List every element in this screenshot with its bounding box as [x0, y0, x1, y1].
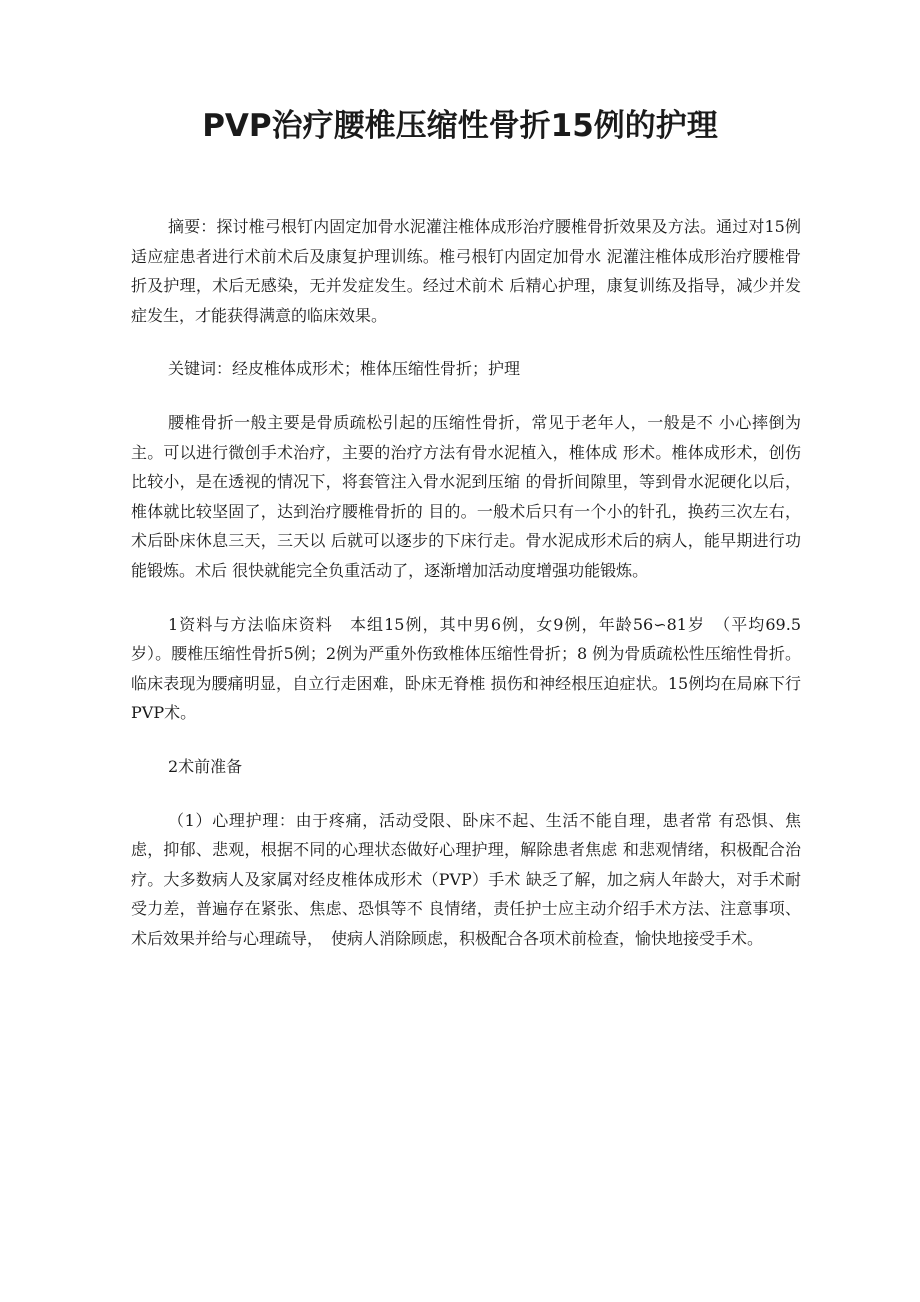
intro-paragraph: 腰椎骨折一般主要是骨质疏松引起的压缩性骨折，常见于老年人，一般是不 小心摔倒为主。可以进行微创手术治疗，主要的治疗方法有骨水泥植入，椎体成 形术。椎体成形术，创伤比较小，是在透视的情况下，将套管注入骨水泥到压缩 的骨折间隙里，等到骨水泥硬化以后，椎体就比较坚固了，达到治疗腰椎骨折的 目的。一般术后只有一个小的针孔，换药三次左右，术后卧床休息三天，三天以 后就可以逐步的下床行走。骨水泥成形术后的病人，能早期进行功能锻炼。术后 很快就能完全负重活动了，逐渐增加活动度增强功能锻炼。	[131, 412, 801, 580]
document-title: PVP治疗腰椎压缩性骨折15例的护理	[202, 108, 718, 144]
psychological-care-paragraph: （1）心理护理：由于疼痛，活动受限、卧床不起、生活不能自理，患者常 有恐惧、焦虑，抑郁、悲观，根据不同的心理状态做好心理护理，解除患者焦虑 和悲观情绪，积极配合治疗。大多数病人及家属对经皮椎体成形术（PVP）手术 缺乏了解，加之病人年龄大，对手术耐受力差，普遍存在紧张、焦虑、恐惧等不 良情绪，责任护士应主动介绍手术方法、注意事项、术后效果并给与心理疏导， 使病人消除顾虑，积极配合各项术前检查，愉快地接受手术。	[131, 810, 801, 948]
keywords-paragraph: 关键词：经皮椎体成形术；椎体压缩性骨折；护理	[168, 359, 521, 379]
document-body	[131, 212, 801, 953]
section-heading-preop: 2术前准备	[168, 756, 243, 776]
abstract-paragraph: 摘要：探讨椎弓根钉内固定加骨水泥灌注椎体成形治疗腰椎骨折效果及方法。通过对15例适应症患者进行术前术后及康复护理训练。椎弓根钉内固定加骨水 泥灌注椎体成形治疗腰椎骨折及护理，术后无感染，无并发症发生。经过术前术 后精心护理，康复训练及指导，减少并发症发生，才能获得满意的临床效果。	[131, 217, 801, 325]
materials-methods-paragraph: 1资料与方法临床资料 本组15例，其中男6例，女9例，年龄56∽81岁 （平均69.5岁）。腰椎压缩性骨折5例；2例为严重外伤致椎体压缩性骨折；8 例为骨质疏松性压缩性骨折。临床表现为腰痛明显，自立行走困难，卧床无脊椎 损伤和神经根压迫症状。15例均在局麻下行PVP术。	[131, 614, 801, 723]
